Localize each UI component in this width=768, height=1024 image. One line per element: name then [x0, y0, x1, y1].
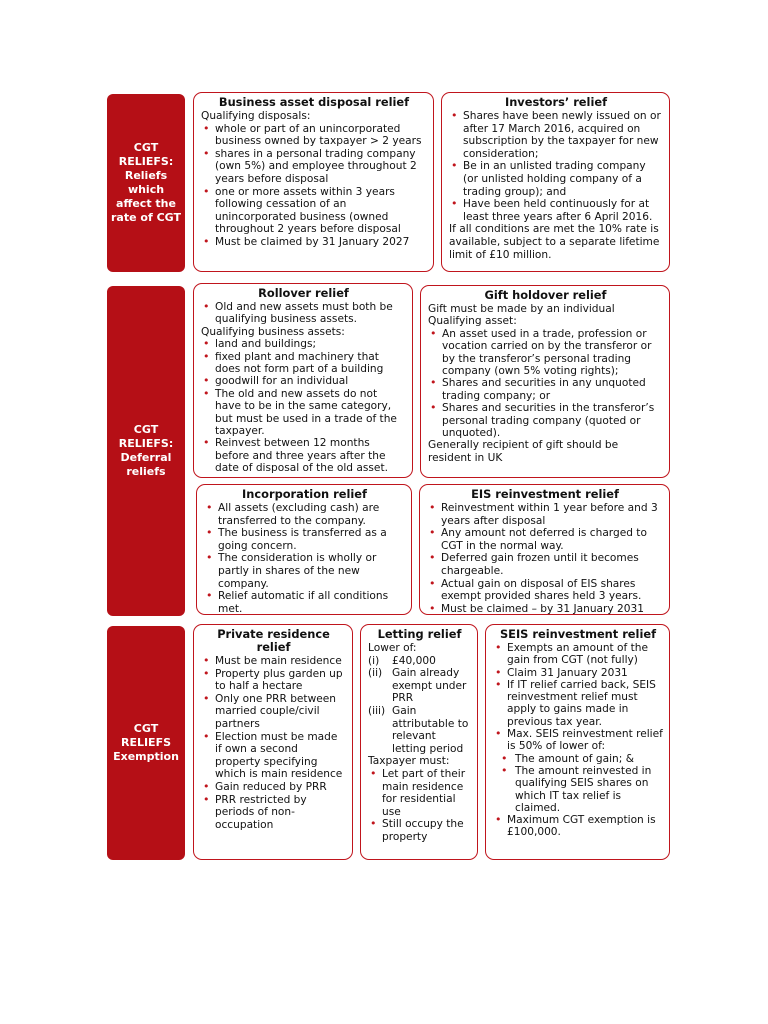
- sidebar-exemption: [107, 626, 185, 860]
- box-title: SEIS reinvestment relief: [499, 627, 657, 641]
- bullet-list: [201, 338, 406, 474]
- list-item: • shares in a personal trading company (own 5%) and employee throughout 2 years before disposal: [201, 148, 427, 186]
- box-intro: Qualifying business assets:: [201, 325, 345, 338]
- bullet-list: [427, 502, 663, 615]
- list-item: • Claim 31 January 2031: [493, 667, 663, 679]
- list-item: • Shares have been newly issued on or after 17 March 2016, acquired on subscription by the taxpayer for new consideration;: [449, 110, 663, 160]
- list-item: • Be in an unlisted trading company (or unlisted holding company of a trading group); and: [449, 160, 663, 198]
- incorporation-relief-box: [196, 484, 412, 615]
- list-item: • land and buildings;: [201, 338, 406, 350]
- list-item: • PRR restricted by periods of non-occupation: [201, 794, 346, 832]
- private-residence-relief-box: [193, 624, 353, 860]
- item-number: (iii): [368, 704, 386, 717]
- list-item: • An asset used in a trade, profession or vocation carried on by the transferor or by the transferor’s personal trading company (own 5% voting rights);: [428, 328, 663, 378]
- item-number: (i): [368, 654, 380, 667]
- box-title: Private residence relief: [217, 627, 330, 654]
- list-item: • Shares and securities in the transferor’s personal trading company (quoted or unquoted).: [428, 402, 663, 439]
- box-title: Gift holdover relief: [484, 288, 607, 302]
- box-intro: Qualifying asset:: [428, 315, 517, 328]
- numbered-list: [368, 655, 471, 756]
- list-item: • fixed plant and machinery that does not form part of a building: [201, 351, 406, 376]
- list-item: [368, 655, 471, 668]
- eis-reinvestment-relief-box: [419, 484, 670, 615]
- box-title: Letting relief: [377, 627, 462, 641]
- list-item: • Reinvest between 12 months before and three years after the date of disposal of the old asset.: [201, 437, 406, 474]
- list-item: • Exempts an amount of the gain from CGT (not fully): [493, 642, 663, 667]
- bullet-list: [493, 642, 663, 753]
- list-item: • Election must be made if own a second property specifying which is main residence: [201, 731, 346, 781]
- box-intro: Lower of:: [368, 642, 417, 654]
- box-footer: If all conditions are met the 10% rate is available, subject to a separate lifetime limit of £10 million.: [449, 223, 660, 261]
- list-item: • Reinvestment within 1 year before and 3 years after disposal: [427, 502, 663, 527]
- letting-relief-box: [360, 624, 478, 860]
- list-item: • The business is transferred as a going concern.: [204, 527, 405, 552]
- item-number: (ii): [368, 667, 383, 680]
- list-item: • Let part of their main residence for residential use: [368, 768, 471, 818]
- gift-holdover-relief-box: [420, 285, 670, 478]
- rollover-relief-box: [193, 283, 413, 478]
- box-intro: Taxpayer must:: [368, 755, 450, 768]
- list-item: [368, 667, 471, 705]
- list-item: • Maximum CGT exemption is £100,000.: [493, 814, 663, 839]
- list-item: • Must be claimed – by 31 January 2031: [427, 603, 663, 615]
- bullet-list: [201, 123, 427, 249]
- box-title: Business asset disposal relief: [218, 95, 410, 109]
- list-item: • Only one PRR between married couple/civil partners: [201, 693, 346, 731]
- list-item: • Relief automatic if all conditions met.: [204, 590, 405, 615]
- list-item: [368, 705, 471, 755]
- box-title: Investors’ relief: [504, 95, 608, 109]
- list-item: • The amount reinvested in qualifying SEIS shares on which IT tax relief is claimed.: [499, 765, 663, 814]
- box-intro: Gift must be made by an individual: [428, 303, 615, 315]
- item-text: Gain attributable to relevant letting period: [392, 704, 469, 755]
- sub-bullet-list: [493, 753, 663, 814]
- box-title: Rollover relief: [258, 286, 349, 300]
- bullet-list: [201, 655, 346, 831]
- box-intro: Qualifying disposals:: [201, 110, 311, 122]
- business-asset-disposal-relief-box: [193, 92, 434, 272]
- list-item: • Max. SEIS reinvestment relief is 50% of lower of:: [493, 728, 663, 753]
- list-item: • Have been held continuously for at least three years after 6 April 2016.: [449, 198, 663, 223]
- list-item: • Property plus garden up to half a hectare: [201, 668, 346, 693]
- bullet-list: [449, 110, 663, 223]
- box-footer: Generally recipient of gift should be resident in UK: [428, 439, 619, 464]
- sidebar-reliefs-rate: [107, 94, 185, 272]
- list-item: • Gain reduced by PRR: [201, 781, 346, 794]
- bullet-list: [368, 768, 471, 844]
- bullet-list: [428, 328, 663, 440]
- list-item: • If IT relief carried back, SEIS reinvestment relief must apply to gains made in previous tax year.: [493, 679, 663, 728]
- list-item: • Deferred gain frozen until it becomes chargeable.: [427, 552, 663, 577]
- list-item: • one or more assets within 3 years following cessation of an unincorporated business (owned throughout 2 years before disposal: [201, 186, 427, 236]
- item-text: Gain already exempt under PRR: [392, 667, 467, 705]
- list-item: • The amount of gain; &: [499, 753, 663, 765]
- list-item: • All assets (excluding cash) are transferred to the company.: [204, 502, 405, 527]
- sidebar-label: CGT RELIEFS: Reliefs which affect the rate of CGT: [111, 141, 181, 224]
- list-item: • Old and new assets must both be qualifying business assets.: [201, 301, 406, 326]
- investors-relief-box: [441, 92, 670, 272]
- seis-reinvestment-relief-box: [485, 624, 670, 860]
- list-item: • Any amount not deferred is charged to CGT in the normal way.: [427, 527, 663, 552]
- list-item: • The old and new assets do not have to be in the same category, but must be used in a trade of the taxpayer.: [201, 388, 406, 438]
- sidebar-label: CGT RELIEFS: Deferral reliefs: [118, 423, 174, 478]
- list-item: • Actual gain on disposal of EIS shares exempt provided shares held 3 years.: [427, 578, 663, 603]
- bullet-list: [204, 502, 405, 615]
- sidebar-label: CGT RELIEFS Exemption: [113, 722, 179, 763]
- bullet-list: [493, 814, 663, 839]
- list-item: • Still occupy the property: [368, 818, 471, 843]
- list-item: • Must be claimed by 31 January 2027: [201, 236, 427, 249]
- bullet-list: [201, 301, 406, 326]
- list-item: • Must be main residence: [201, 655, 346, 668]
- box-title: EIS reinvestment relief: [471, 487, 619, 501]
- item-text: £40,000: [392, 654, 436, 667]
- list-item: • whole or part of an unincorporated business owned by taxpayer > 2 years: [201, 123, 427, 148]
- box-title: Incorporation relief: [242, 487, 367, 501]
- list-item: • The consideration is wholly or partly in shares of the new company.: [204, 552, 405, 590]
- sidebar-deferral-reliefs: [107, 286, 185, 616]
- list-item: • goodwill for an individual: [201, 375, 406, 387]
- list-item: • Shares and securities in any unquoted trading company; or: [428, 377, 663, 402]
